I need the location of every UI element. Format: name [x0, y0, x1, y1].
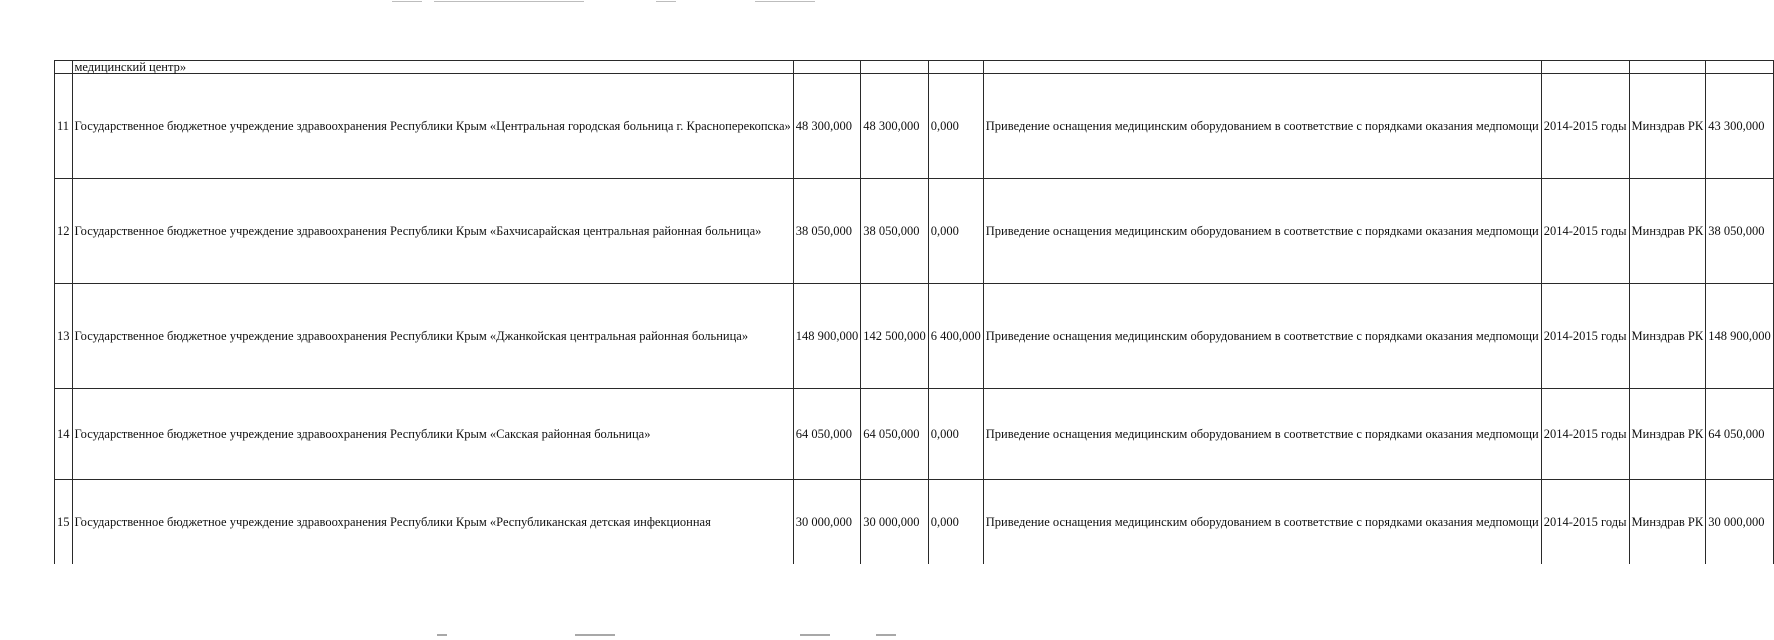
- total-amount: 38 050,000: [793, 179, 861, 284]
- federal-amount: 48 300,000: [861, 74, 929, 179]
- period-text: 2014-2015 годы: [1541, 480, 1629, 565]
- row-number: 13: [55, 284, 73, 389]
- period-text: 2014-2015 годы: [1541, 284, 1629, 389]
- scan-artifact-bottom: [800, 634, 830, 636]
- executor-text: Минздрав РК: [1629, 179, 1706, 284]
- period-text: 2014-2015 годы: [1541, 74, 1629, 179]
- purpose-text: Приведение оснащения медицинским оборудованием в соответствие с порядками оказания медпомощи: [983, 480, 1541, 565]
- other-amount: 0,000: [928, 389, 983, 480]
- total-amount: 148 900,000: [793, 284, 861, 389]
- scan-artifact-bottom: [437, 634, 447, 636]
- total-amount: 30 000,000: [793, 480, 861, 565]
- period-text: 2014-2015 годы: [1541, 389, 1629, 480]
- total-amount: 48 300,000: [793, 74, 861, 179]
- federal-amount: 30 000,000: [861, 480, 929, 565]
- table-row: [55, 74, 1774, 179]
- row-number: 14: [55, 389, 73, 480]
- scan-artifact-top: [755, 1, 815, 2]
- planned-amount: 30 000,000: [1706, 480, 1774, 565]
- federal-amount: 142 500,000: [861, 284, 929, 389]
- cell-num: [55, 61, 73, 74]
- institution-name: Государственное бюджетное учреждение здравоохранения Республики Крым «Республиканская детская инфекционная: [72, 480, 793, 565]
- institution-name: Государственное бюджетное учреждение здравоохранения Республики Крым «Бахчисарайская центральная районная больница»: [72, 179, 793, 284]
- cell-amount: [1706, 61, 1774, 74]
- cell-executor: [1629, 61, 1706, 74]
- planned-amount: 43 300,000: [1706, 74, 1774, 179]
- table-row: [55, 389, 1774, 480]
- executor-text: Минздрав РК: [1629, 480, 1706, 565]
- planned-amount: 148 900,000: [1706, 284, 1774, 389]
- scan-artifact-bottom: [876, 634, 896, 636]
- scan-artifact-top: [656, 1, 676, 2]
- row-number: 11: [55, 74, 73, 179]
- institution-name: Государственное бюджетное учреждение здравоохранения Республики Крым «Сакская районная больница»: [72, 389, 793, 480]
- table-row-continuation: [55, 61, 1774, 74]
- federal-amount: 64 050,000: [861, 389, 929, 480]
- cell-period: [1541, 61, 1629, 74]
- row-number: 15: [55, 480, 73, 565]
- other-amount: 0,000: [928, 179, 983, 284]
- executor-text: Минздрав РК: [1629, 389, 1706, 480]
- cell-name-continued: медицинский центр»: [72, 61, 793, 74]
- planned-amount: 64 050,000: [1706, 389, 1774, 480]
- scan-artifact-bottom: [575, 634, 615, 636]
- scan-artifact-top: [392, 1, 422, 2]
- table-row: [55, 284, 1774, 389]
- period-text: 2014-2015 годы: [1541, 179, 1629, 284]
- table-row: [55, 179, 1774, 284]
- other-amount: 0,000: [928, 480, 983, 565]
- total-amount: 64 050,000: [793, 389, 861, 480]
- purpose-text: Приведение оснащения медицинским оборудованием в соответствие с порядками оказания медпомощи: [983, 179, 1541, 284]
- row-number: 12: [55, 179, 73, 284]
- federal-amount: 38 050,000: [861, 179, 929, 284]
- purpose-text: Приведение оснащения медицинским оборудованием в соответствие с порядками оказания медпомощи: [983, 74, 1541, 179]
- purpose-text: Приведение оснащения медицинским оборудованием в соответствие с порядками оказания медпомощи: [983, 389, 1541, 480]
- executor-text: Минздрав РК: [1629, 74, 1706, 179]
- institution-name: Государственное бюджетное учреждение здравоохранения Республики Крым «Центральная городская больница г. Красноперекопска»: [72, 74, 793, 179]
- scan-artifact-top: [434, 1, 584, 2]
- planned-amount: 38 050,000: [1706, 179, 1774, 284]
- table-row: [55, 480, 1774, 565]
- other-amount: 0,000: [928, 74, 983, 179]
- other-amount: 6 400,000: [928, 284, 983, 389]
- equipment-program-table: [54, 60, 1774, 564]
- cell-other: [928, 61, 983, 74]
- executor-text: Минздрав РК: [1629, 284, 1706, 389]
- cell-purpose: [983, 61, 1541, 74]
- cell-federal: [861, 61, 929, 74]
- cell-total: [793, 61, 861, 74]
- institution-name: Государственное бюджетное учреждение здравоохранения Республики Крым «Джанкойская центральная районная больница»: [72, 284, 793, 389]
- purpose-text: Приведение оснащения медицинским оборудованием в соответствие с порядками оказания медпомощи: [983, 284, 1541, 389]
